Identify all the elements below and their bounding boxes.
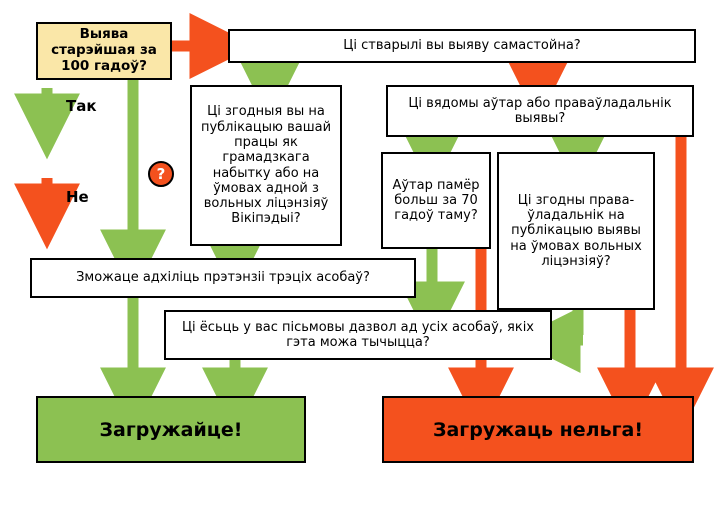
- node-third-party-label: Зможаце адхіліць прэтэнзіі трэціх асобаў?: [76, 270, 370, 286]
- legend-label-yes: [66, 97, 97, 115]
- node-author-known: [386, 85, 694, 137]
- node-license-agree: [190, 85, 342, 246]
- node-written-permission-label: Ці ёсьць у вас пісьмовы дазвол ад усіх асобаў, якіх гэта можа тычыцца?: [181, 319, 535, 350]
- legend-label-no: [66, 188, 89, 206]
- node-self-made-label: Ці стварылі вы выяву самастойна?: [343, 38, 581, 54]
- legend-no-text: Не: [66, 188, 89, 206]
- node-license-agree-label: Ці згодныя вы на публікацыю вашай працы як грамадзкага набытку або на ўмовах адной з вольных ліцэнзіяў Вікіпэдыі?: [200, 104, 332, 227]
- node-self-made: [228, 29, 696, 63]
- node-holder-agree: [497, 152, 655, 310]
- node-start-label: Выява старэйшая за 100 гадоў?: [51, 26, 157, 74]
- question-badge-label: ?: [156, 165, 166, 183]
- node-third-party: [30, 258, 416, 298]
- terminal-upload-no: [382, 396, 694, 463]
- node-holder-agree-label: Ці згодны права-ўладальнік на публікацыю выявы на ўмовах вольных ліцэнзіяў?: [510, 192, 642, 269]
- terminal-upload-no-label: Загружаць нельга!: [432, 418, 644, 441]
- terminal-upload-ok: [36, 396, 306, 463]
- legend-yes-text: Так: [66, 97, 97, 115]
- node-author-died: [381, 152, 491, 249]
- node-start: [36, 22, 172, 80]
- terminal-upload-ok-label: Загружайце!: [99, 418, 243, 441]
- node-author-died-label: Аўтар памёр больш за 70 гадоў таму?: [392, 177, 480, 224]
- question-badge-icon: [148, 161, 174, 187]
- node-author-known-label: Ці вядомы аўтар або праваўладальнік выявы?: [408, 95, 672, 126]
- node-written-permission: [164, 310, 552, 360]
